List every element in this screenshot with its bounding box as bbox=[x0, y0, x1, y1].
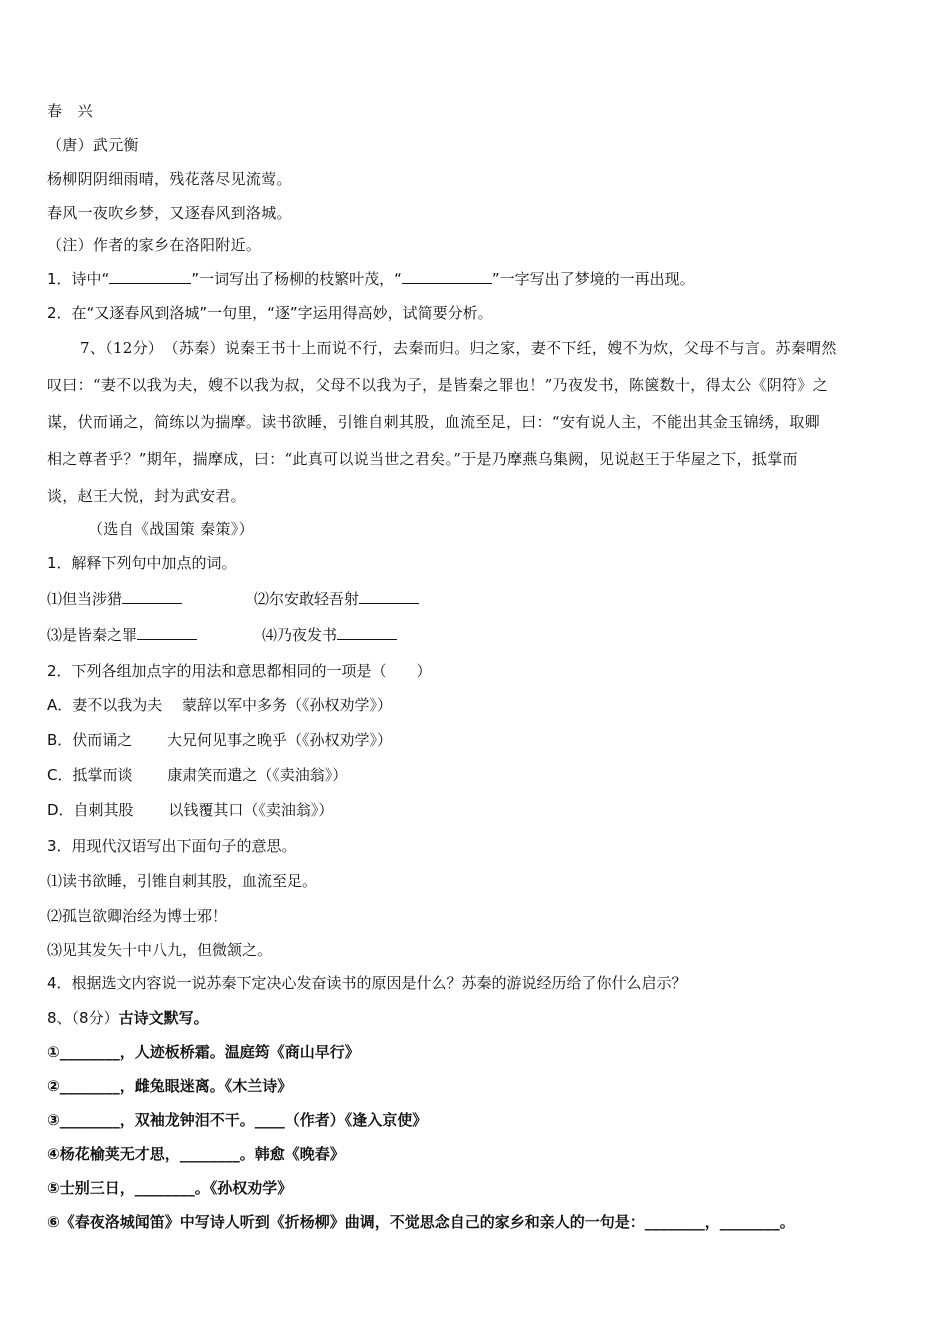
q8-item-6: ⑥《春夜洛城闻笛》中写诗人听到《折杨柳》曲调，不觉思念自己的家乡和亲人的一句是：________，________。 bbox=[47, 1213, 795, 1231]
q7-question-4: 4．根据选文内容说一说苏秦下定决心发奋读书的原因是什么？苏秦的游说经历给了你什么启示？ bbox=[47, 974, 687, 992]
answer-blank[interactable] bbox=[402, 269, 492, 284]
q7-q1-item-2-text: ⑵尔安敢轻吾射 bbox=[254, 590, 360, 608]
q7-para-line-4: 相之尊者乎？”期年，揣摩成，曰：“此真可以说当世之君矣。”于是乃摩燕乌集阙，见说赵王于华屋之下，抵掌而 bbox=[47, 450, 798, 468]
q7-q1-item-1 bbox=[47, 588, 182, 610]
poem-line-1: 杨柳阴阴细雨晴，残花落尽见流莺。 bbox=[47, 170, 292, 188]
poem-line-2: 春风一夜吹乡梦，又逐春风到洛城。 bbox=[47, 204, 292, 222]
q7-para-line-3: 谋，伏而诵之，简练以为揣摩。读书欲睡，引锥自刺其股，血流至足，曰：“安有说人主，不能出其金玉锦绣，取卿 bbox=[47, 413, 820, 431]
q8-item-3: ③________，双袖龙钟泪不干。____（作者）《逢入京使》 bbox=[47, 1111, 428, 1129]
poem-q1-part-b: ”一词写出了杨柳的枝繁叶茂，“ bbox=[191, 270, 402, 288]
q7-q1-item-3-text: ⑶是皆秦之罪 bbox=[47, 626, 138, 644]
q7-question-2: 2．下列各组加点字的用法和意思都相同的一项是（ ） bbox=[47, 662, 432, 680]
answer-blank[interactable] bbox=[109, 269, 191, 284]
q7-option-d: D．自刺其股 以钱覆其口（《卖油翁》） bbox=[47, 801, 334, 819]
q7-para-line-5: 谈，赵王大悦，封为武安君。 bbox=[47, 487, 246, 505]
poem-title: 春 兴 bbox=[47, 102, 93, 120]
q7-q1-item-2 bbox=[254, 588, 419, 610]
poem-question-1 bbox=[47, 268, 695, 290]
q7-q3-item-3: ⑶见其发矢十中八九，但微颔之。 bbox=[47, 941, 273, 959]
q7-q3-item-2: ⑵孤岂欲卿治经为博士邪！ bbox=[47, 907, 228, 925]
answer-blank[interactable] bbox=[137, 625, 197, 640]
q7-head: 7、（12分） （苏秦）说秦王书十上而说不行，去秦而归。归之家，妻不下纴，嫂不为炊，父母不与言。苏秦喟然 bbox=[80, 339, 837, 357]
q7-source: （选自《战国策 秦策》） bbox=[88, 520, 254, 538]
q7-option-c: C．抵掌而谈 康肃笑而遣之（《卖油翁》） bbox=[47, 766, 348, 784]
q7-question-1: 1．解释下列句中加点的词。 bbox=[47, 554, 237, 572]
poem-q1-part-a: 1．诗中“ bbox=[47, 270, 110, 288]
answer-blank[interactable] bbox=[337, 625, 397, 640]
q7-q1-item-4 bbox=[262, 624, 397, 646]
q7-q3-item-1: ⑴读书欲睡，引锥自刺其股，血流至足。 bbox=[47, 872, 318, 890]
q7-q1-item-4-text: ⑷乃夜发书 bbox=[262, 626, 338, 644]
q7-q1-item-3 bbox=[47, 624, 197, 646]
answer-blank[interactable] bbox=[122, 589, 182, 604]
q8-item-4: ④杨花榆荚无才思，________。韩愈《晚春》 bbox=[47, 1145, 345, 1163]
q8-head bbox=[47, 1007, 209, 1029]
q7-option-b: B．伏而诵之 大兄何见事之晚乎（《孙权劝学》） bbox=[47, 731, 393, 749]
answer-blank[interactable] bbox=[359, 589, 419, 604]
q7-option-a: A．妻不以我为夫 蒙辞以军中多务（《孙权劝学》） bbox=[47, 696, 393, 714]
poem-author: （唐）武元衡 bbox=[47, 136, 139, 154]
q7-para-line-2: 叹曰：“妻不以我为夫，嫂不以我为叔，父母不以我为子，是皆秦之罪也！”乃夜发书，陈箧数十，得太公《阴符》之 bbox=[47, 376, 828, 394]
poem-note: （注）作者的家乡在洛阳附近。 bbox=[47, 236, 262, 254]
q8-item-1: ①________，人迹板桥霜。温庭筠《商山早行》 bbox=[47, 1043, 360, 1061]
q8-head-text: 古诗文默写。 bbox=[118, 1009, 209, 1027]
q7-question-3: 3．用现代汉语写出下面句子的意思。 bbox=[47, 837, 297, 855]
q8-head-number: 8、（8分） bbox=[47, 1009, 119, 1027]
poem-q1-part-c: ”一字写出了梦境的一再出现。 bbox=[491, 270, 695, 288]
q8-item-2: ②________，雌兔眼迷离。《木兰诗》 bbox=[47, 1077, 293, 1095]
q7-q1-item-1-text: ⑴但当涉猎 bbox=[47, 590, 123, 608]
poem-question-2: 2．在“又逐春风到洛城”一句里，“逐”字运用得高妙，试简要分析。 bbox=[47, 304, 493, 322]
q8-item-5: ⑤士别三日，________。《孙权劝学》 bbox=[47, 1179, 293, 1197]
